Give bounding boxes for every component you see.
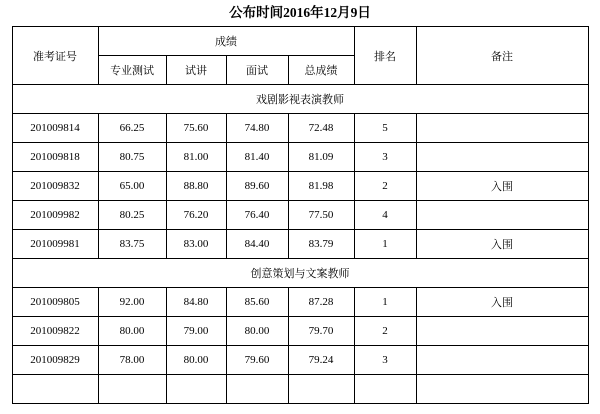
cell-note — [416, 346, 588, 375]
group-title: 戏剧影视表演教师 — [12, 85, 588, 114]
cell-score-3: 79.60 — [226, 346, 288, 375]
cell-exam-id: 201009982 — [12, 201, 98, 230]
cell-score-1: 80.25 — [98, 201, 166, 230]
cell-exam-id: 201009832 — [12, 172, 98, 201]
header-score-group: 成绩 — [98, 27, 354, 56]
table-row — [12, 230, 588, 259]
cell-rank: 2 — [354, 172, 416, 201]
cell-score-1 — [98, 375, 166, 404]
cell-score-2: 76.20 — [166, 201, 226, 230]
cell-exam-id: 201009805 — [12, 288, 98, 317]
cell-score-3: 80.00 — [226, 317, 288, 346]
cell-total: 81.98 — [288, 172, 354, 201]
table-body — [12, 85, 588, 404]
table-row — [12, 201, 588, 230]
cell-note: 入围 — [416, 230, 588, 259]
cell-rank: 3 — [354, 143, 416, 172]
cell-score-1: 80.75 — [98, 143, 166, 172]
grade-table — [12, 26, 589, 404]
cell-exam-id: 201009814 — [12, 114, 98, 143]
cell-rank — [354, 375, 416, 404]
group-header-row — [12, 85, 588, 114]
cell-rank: 5 — [354, 114, 416, 143]
cell-score-1: 92.00 — [98, 288, 166, 317]
cell-score-2: 75.60 — [166, 114, 226, 143]
cell-score-1: 78.00 — [98, 346, 166, 375]
cell-note: 入围 — [416, 172, 588, 201]
cell-score-1: 66.25 — [98, 114, 166, 143]
header-note: 备注 — [416, 27, 588, 85]
cell-total — [288, 375, 354, 404]
cell-score-2: 88.80 — [166, 172, 226, 201]
cell-exam-id: 201009981 — [12, 230, 98, 259]
group-title: 创意策划与文案教师 — [12, 259, 588, 288]
cell-total: 81.09 — [288, 143, 354, 172]
cell-total: 72.48 — [288, 114, 354, 143]
cell-score-3: 81.40 — [226, 143, 288, 172]
cell-total: 79.24 — [288, 346, 354, 375]
header-sub-3: 面试 — [226, 56, 288, 85]
cell-rank: 1 — [354, 288, 416, 317]
cell-total: 79.70 — [288, 317, 354, 346]
table-row — [12, 346, 588, 375]
cell-note — [416, 114, 588, 143]
table-row — [12, 114, 588, 143]
cell-score-2 — [166, 375, 226, 404]
cell-note — [416, 317, 588, 346]
cell-exam-id — [12, 375, 98, 404]
cell-total: 87.28 — [288, 288, 354, 317]
cell-score-2: 80.00 — [166, 346, 226, 375]
cell-note: 入围 — [416, 288, 588, 317]
table-header — [12, 27, 588, 85]
cell-score-3 — [226, 375, 288, 404]
header-exam-id: 准考证号 — [12, 27, 98, 85]
table-row — [12, 288, 588, 317]
header-row-1 — [12, 27, 588, 56]
group-header-row — [12, 259, 588, 288]
cell-score-3: 74.80 — [226, 114, 288, 143]
cell-score-3: 84.40 — [226, 230, 288, 259]
table-row — [12, 143, 588, 172]
cell-rank: 1 — [354, 230, 416, 259]
cell-note — [416, 201, 588, 230]
cell-score-3: 89.60 — [226, 172, 288, 201]
page-title: 公布时间2016年12月9日 — [229, 5, 371, 20]
table-row — [12, 375, 588, 404]
cell-score-2: 84.80 — [166, 288, 226, 317]
cell-total: 83.79 — [288, 230, 354, 259]
cell-score-2: 83.00 — [166, 230, 226, 259]
cell-total: 77.50 — [288, 201, 354, 230]
cell-score-3: 76.40 — [226, 201, 288, 230]
cell-score-1: 65.00 — [98, 172, 166, 201]
cell-rank: 2 — [354, 317, 416, 346]
cell-exam-id: 201009829 — [12, 346, 98, 375]
cell-exam-id: 201009822 — [12, 317, 98, 346]
header-sub-1: 专业测试 — [98, 56, 166, 85]
table-row — [12, 172, 588, 201]
cell-note — [416, 375, 588, 404]
cell-score-1: 80.00 — [98, 317, 166, 346]
cell-note — [416, 143, 588, 172]
cell-rank: 3 — [354, 346, 416, 375]
header-sub-2: 试讲 — [166, 56, 226, 85]
cell-exam-id: 201009818 — [12, 143, 98, 172]
cell-score-1: 83.75 — [98, 230, 166, 259]
header-rank: 排名 — [354, 27, 416, 85]
cell-score-3: 85.60 — [226, 288, 288, 317]
cell-score-2: 79.00 — [166, 317, 226, 346]
table-row — [12, 317, 588, 346]
header-sub-4: 总成绩 — [288, 56, 354, 85]
cell-score-2: 81.00 — [166, 143, 226, 172]
cell-rank: 4 — [354, 201, 416, 230]
